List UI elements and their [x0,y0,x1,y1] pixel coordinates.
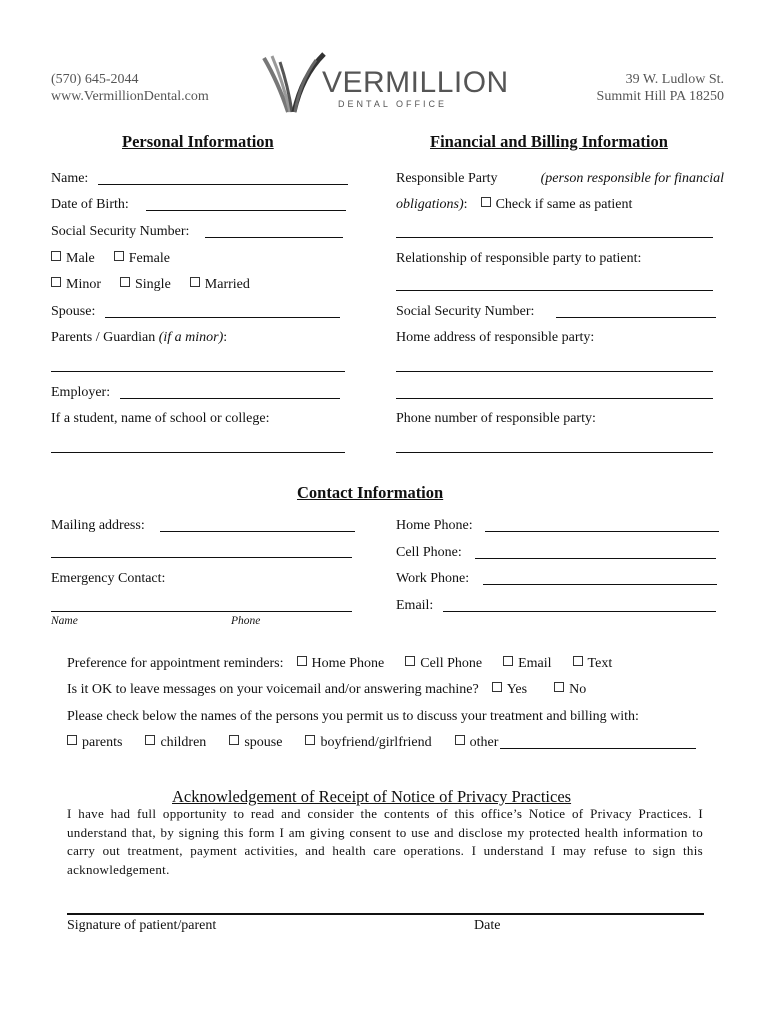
male-checkbox[interactable] [51,251,61,261]
name-field[interactable] [98,184,348,185]
status-row [51,277,250,293]
reminder-home-label: Home Phone [311,656,385,671]
guardian-label: Parents / Guardian (if a minor): [51,330,228,345]
vermillion-logo [258,52,508,116]
ssn-field[interactable] [205,237,343,238]
logo-subtitle: DENTAL OFFICE [338,99,448,109]
rp-address-field-2[interactable] [396,398,713,399]
permit-spouse-label: spouse [244,735,283,750]
voicemail-no-label: No [569,682,587,697]
relationship-label: Relationship of responsible party to patient: [396,251,642,266]
email-field[interactable] [443,611,716,612]
cell-phone-field[interactable] [475,558,716,559]
cell-phone-label: Cell Phone: [396,545,462,560]
relationship-field[interactable] [396,290,713,291]
reminder-email-label: Email [518,656,552,671]
work-phone-label: Work Phone: [396,571,470,586]
spouse-field[interactable] [105,317,340,318]
responsible-party-line1: Responsible Party (person responsible for financial [396,171,724,186]
female-checkbox[interactable] [114,251,124,261]
reminder-label: Preference for appointment reminders: [67,656,284,671]
minor-label: Minor [66,277,101,292]
ssn-label: Social Security Number: [51,224,190,239]
responsible-party-field[interactable] [396,237,713,238]
student-label: If a student, name of school or college: [51,411,270,426]
gender-row [51,251,170,267]
single-label: Single [135,277,171,292]
home-phone-field[interactable] [485,531,719,532]
dob-field[interactable] [146,210,346,211]
signature-line[interactable] [67,913,704,915]
office-address-line1: 39 W. Ludlow St. [625,72,724,87]
permit-other-checkbox[interactable] [455,735,465,745]
permit-parents-checkbox[interactable] [67,735,77,745]
date-label: Date [474,918,501,933]
guardian-field[interactable] [51,371,345,372]
privacy-heading: Acknowledgement of Receipt of Notice of Privacy Practices [172,787,572,806]
same-as-patient-label: Check if same as patient [495,197,633,212]
office-website: www.VermillionDental.com [51,89,209,104]
responsible-party-line2: obligations): Check if same as patient [396,197,633,212]
married-label: Married [204,277,250,292]
rp-ssn-field[interactable] [556,317,716,318]
dob-label: Date of Birth: [51,197,129,212]
married-checkbox[interactable] [190,277,200,287]
privacy-body: I have had full opportunity to read and consider the contents of this office’s Notice of Privacy Practices. I understand that, by signing this form I am giving consent to use and disclose my protected health information to carry out treatment, payment activities, and health care operations. I understand I may refuse to sign this acknowledgement. [67,806,703,877]
email-label: Email: [396,598,434,613]
emergency-label: Emergency Contact: [51,571,166,586]
emergency-name-caption: Name [51,615,78,627]
mailing-label: Mailing address: [51,518,145,533]
rp-address-field-1[interactable] [396,371,713,372]
reminder-row [67,656,612,672]
mailing-field-1[interactable] [160,531,355,532]
logo-wordmark: VERMILLION [322,66,509,99]
single-checkbox[interactable] [120,277,130,287]
rp-phone-field[interactable] [396,452,713,453]
rp-ssn-label: Social Security Number: [396,304,535,319]
female-label: Female [128,251,170,266]
permit-parents-label: parents [82,735,123,750]
employer-label: Employer: [51,385,111,400]
permit-partner-checkbox[interactable] [305,735,315,745]
male-label: Male [66,251,95,266]
voicemail-row [67,682,586,698]
permit-question: Please check below the names of the persons you permit us to discuss your treatment and billing with: [67,709,639,724]
rp-address-label: Home address of responsible party: [396,330,595,345]
reminder-cell-label: Cell Phone [420,656,483,671]
employer-field[interactable] [120,398,340,399]
signature-label: Signature of patient/parent [67,918,217,933]
student-field[interactable] [51,452,345,453]
financial-heading: Financial and Billing Information [430,132,668,151]
voicemail-yes-label: Yes [506,682,528,697]
permit-spouse-checkbox[interactable] [229,735,239,745]
same-as-patient-checkbox[interactable] [481,197,491,207]
reminder-text-checkbox[interactable] [573,656,583,666]
emergency-field[interactable] [51,611,352,612]
work-phone-field[interactable] [483,584,717,585]
voicemail-question: Is it OK to leave messages on your voicemail and/or answering machine? [67,682,479,697]
contact-heading: Contact Information [297,483,444,502]
permit-partner-label: boyfriend/girlfriend [320,735,432,750]
mailing-field-2[interactable] [51,557,352,558]
logo-leaf-icon [258,52,328,116]
rp-phone-label: Phone number of responsible party: [396,411,596,426]
permit-other-field[interactable] [500,748,696,749]
reminder-text-label: Text [587,656,613,671]
name-label: Name: [51,171,89,186]
reminder-email-checkbox[interactable] [503,656,513,666]
office-address-line2: Summit Hill PA 18250 [596,89,724,104]
reminder-cell-checkbox[interactable] [405,656,415,666]
permit-children-checkbox[interactable] [145,735,155,745]
emergency-phone-caption: Phone [231,615,261,627]
permit-children-label: children [160,735,207,750]
reminder-home-checkbox[interactable] [297,656,307,666]
voicemail-yes-checkbox[interactable] [492,682,502,692]
office-phone: (570) 645-2044 [51,72,139,87]
permit-row [67,735,498,751]
personal-heading: Personal Information [122,132,274,151]
home-phone-label: Home Phone: [396,518,473,533]
voicemail-no-checkbox[interactable] [554,682,564,692]
minor-checkbox[interactable] [51,277,61,287]
permit-other-label: other [469,735,499,750]
spouse-label: Spouse: [51,304,96,319]
